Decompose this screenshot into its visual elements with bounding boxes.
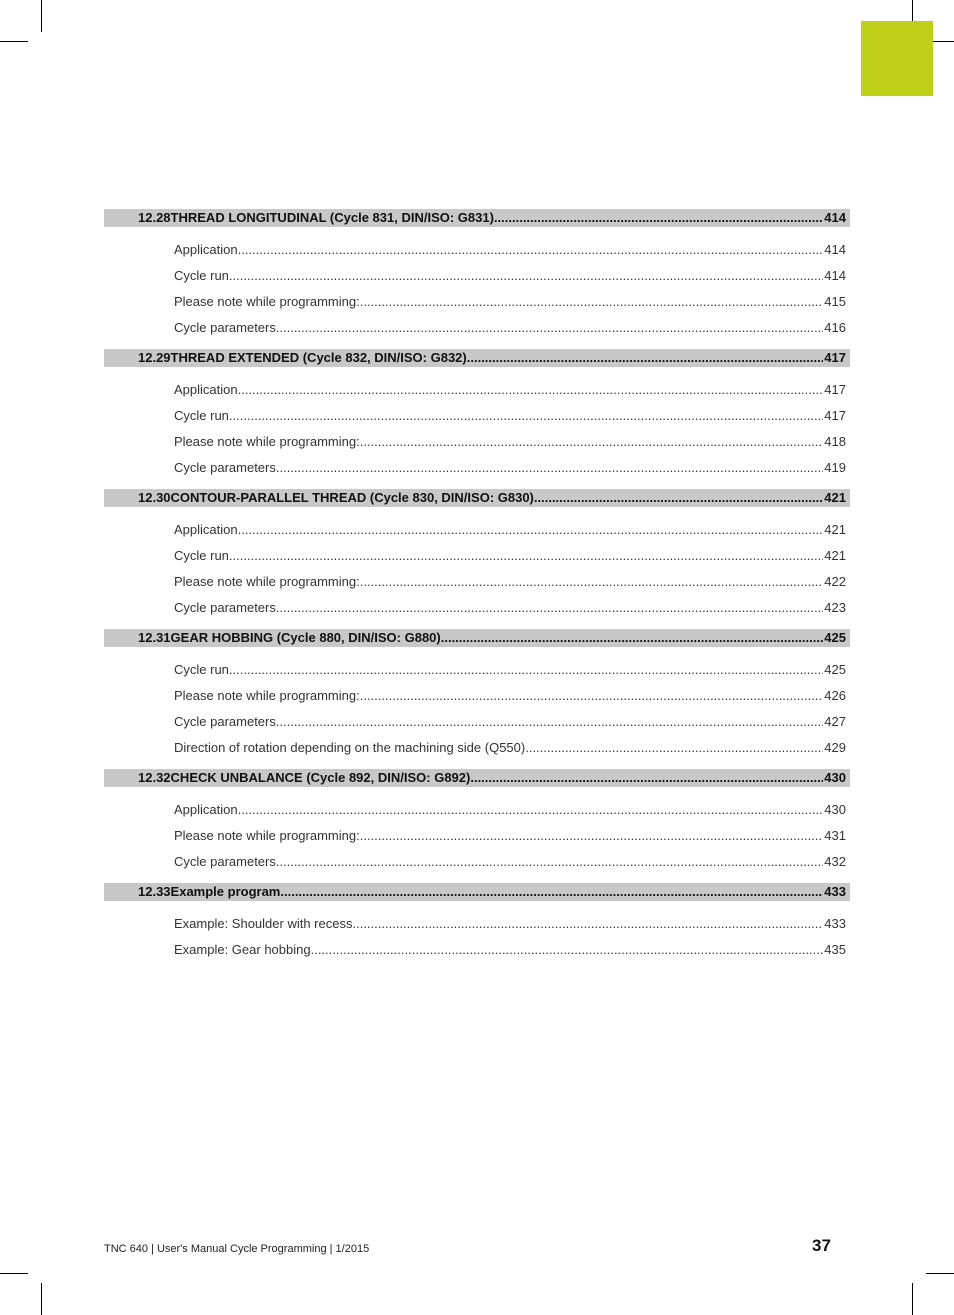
toc-entry[interactable] [104, 517, 850, 543]
toc-section [104, 349, 850, 489]
entry-label: Please note while programming: [174, 434, 360, 449]
toc-entry[interactable] [104, 289, 850, 315]
dot-leader [467, 349, 824, 367]
toc-entry[interactable] [104, 657, 850, 683]
toc-entry[interactable] [104, 237, 850, 263]
entry-page-number: 421 [824, 548, 846, 563]
toc-section-header[interactable] [104, 209, 850, 227]
toc-entries [104, 787, 850, 883]
toc-section-header[interactable] [104, 489, 850, 507]
entry-label: Cycle run [174, 268, 229, 283]
dot-leader [276, 709, 823, 735]
entry-page-number: 427 [824, 714, 846, 729]
toc-entry[interactable] [104, 849, 850, 875]
dot-leader [229, 657, 823, 683]
dot-leader [352, 911, 823, 937]
dot-leader [276, 315, 823, 341]
toc-entries [104, 507, 850, 629]
entry-page-number: 421 [824, 522, 846, 537]
entry-label: Cycle parameters [174, 600, 276, 615]
entry-label: Please note while programming: [174, 828, 360, 843]
entry-label: Application [174, 522, 238, 537]
entry-page-number: 435 [824, 942, 846, 957]
entry-page-number: 432 [824, 854, 846, 869]
toc-entries [104, 647, 850, 769]
toc-entry[interactable] [104, 569, 850, 595]
entry-page-number: 430 [824, 802, 846, 817]
toc-entry[interactable] [104, 911, 850, 937]
toc-section [104, 209, 850, 349]
entry-label: Direction of rotation depending on the machining side (Q550) [174, 740, 526, 755]
entry-label: Cycle run [174, 662, 229, 677]
toc-entry[interactable] [104, 823, 850, 849]
dot-leader [441, 629, 824, 647]
entry-page-number: 415 [824, 294, 846, 309]
entry-page-number: 422 [824, 574, 846, 589]
entry-page-number: 429 [824, 740, 846, 755]
entry-page-number: 425 [824, 662, 846, 677]
section-page-number: 433 [824, 884, 846, 899]
entry-label: Application [174, 802, 238, 817]
entry-label: Cycle parameters [174, 460, 276, 475]
toc-entry[interactable] [104, 735, 850, 761]
dot-leader [470, 769, 823, 787]
chapter-accent-tab [861, 21, 933, 96]
section-page-number: 425 [824, 630, 846, 645]
crop-mark [0, 41, 28, 42]
dot-leader [525, 735, 823, 761]
dot-leader [238, 517, 824, 543]
dot-leader [229, 403, 823, 429]
entry-label: Cycle run [174, 548, 229, 563]
dot-leader [360, 823, 824, 849]
entry-label: Please note while programming: [174, 574, 360, 589]
toc-entry[interactable] [104, 543, 850, 569]
dot-leader [229, 263, 823, 289]
entry-page-number: 417 [824, 408, 846, 423]
entry-page-number: 416 [824, 320, 846, 335]
entry-label: Cycle parameters [174, 320, 276, 335]
table-of-contents [104, 209, 850, 971]
entry-page-number: 417 [824, 382, 846, 397]
entry-label: Cycle run [174, 408, 229, 423]
entry-page-number: 418 [824, 434, 846, 449]
toc-entry[interactable] [104, 263, 850, 289]
toc-entry[interactable] [104, 797, 850, 823]
entry-label: Application [174, 382, 238, 397]
section-number: 12.30 [138, 490, 171, 505]
toc-entry[interactable] [104, 315, 850, 341]
dot-leader [360, 569, 824, 595]
dot-leader [238, 237, 824, 263]
entry-page-number: 419 [824, 460, 846, 475]
toc-section-header[interactable] [104, 629, 850, 647]
toc-section [104, 489, 850, 629]
dot-leader [280, 883, 823, 901]
section-title: THREAD EXTENDED (Cycle 832, DIN/ISO: G832) [170, 350, 467, 365]
crop-mark [41, 0, 42, 32]
dot-leader [360, 289, 824, 315]
crop-mark [41, 1283, 42, 1315]
dot-leader [276, 455, 823, 481]
toc-section-header[interactable] [104, 349, 850, 367]
entry-page-number: 431 [824, 828, 846, 843]
toc-entry[interactable] [104, 377, 850, 403]
crop-mark [926, 1273, 954, 1274]
entry-label: Please note while programming: [174, 688, 360, 703]
entry-label: Example: Gear hobbing [174, 942, 311, 957]
section-page-number: 421 [824, 490, 846, 505]
entry-page-number: 414 [824, 242, 846, 257]
toc-entry[interactable] [104, 937, 850, 963]
dot-leader [360, 683, 824, 709]
toc-section [104, 883, 850, 971]
dot-leader [276, 595, 823, 621]
section-number: 12.33 [138, 884, 171, 899]
entry-label: Cycle parameters [174, 854, 276, 869]
toc-entries [104, 227, 850, 349]
entry-label: Application [174, 242, 238, 257]
entry-label: Example: Shoulder with recess [174, 916, 353, 931]
section-page-number: 414 [824, 210, 846, 225]
section-page-number: 417 [824, 350, 846, 365]
section-number: 12.32 [138, 770, 171, 785]
toc-section-header[interactable] [104, 883, 850, 901]
toc-entry[interactable] [104, 683, 850, 709]
toc-entries [104, 901, 850, 971]
toc-entry[interactable] [104, 595, 850, 621]
entry-page-number: 426 [824, 688, 846, 703]
section-title: CONTOUR-PARALLEL THREAD (Cycle 830, DIN/ISO: G830) [170, 490, 534, 505]
dot-leader [494, 209, 823, 227]
section-number: 12.31 [138, 630, 171, 645]
toc-entry[interactable] [104, 429, 850, 455]
section-number: 12.28 [138, 210, 171, 225]
section-page-number: 430 [824, 770, 846, 785]
entry-label: Please note while programming: [174, 294, 360, 309]
dot-leader [311, 937, 824, 963]
entry-page-number: 423 [824, 600, 846, 615]
toc-entry[interactable] [104, 709, 850, 735]
toc-section [104, 769, 850, 883]
toc-section [104, 629, 850, 769]
entry-page-number: 433 [824, 916, 846, 931]
section-title: GEAR HOBBING (Cycle 880, DIN/ISO: G880) [170, 630, 441, 645]
toc-entries [104, 367, 850, 489]
dot-leader [276, 849, 823, 875]
section-title: CHECK UNBALANCE (Cycle 892, DIN/ISO: G892) [170, 770, 471, 785]
section-number: 12.29 [138, 350, 171, 365]
crop-mark [0, 1273, 28, 1274]
toc-section-header[interactable] [104, 769, 850, 787]
page-number: 37 [812, 1236, 831, 1255]
section-title: Example program [170, 884, 281, 899]
dot-leader [238, 377, 824, 403]
dot-leader [229, 543, 823, 569]
toc-entry[interactable] [104, 455, 850, 481]
footer-text: TNC 640 | User's Manual Cycle Programming | 1/2015 [104, 1243, 370, 1255]
dot-leader [238, 797, 824, 823]
dot-leader [360, 429, 824, 455]
crop-mark [912, 1283, 913, 1315]
dot-leader [534, 489, 823, 507]
toc-entry[interactable] [104, 403, 850, 429]
entry-label: Cycle parameters [174, 714, 276, 729]
entry-page-number: 414 [824, 268, 846, 283]
section-title: THREAD LONGITUDINAL (Cycle 831, DIN/ISO: G831) [170, 210, 494, 225]
